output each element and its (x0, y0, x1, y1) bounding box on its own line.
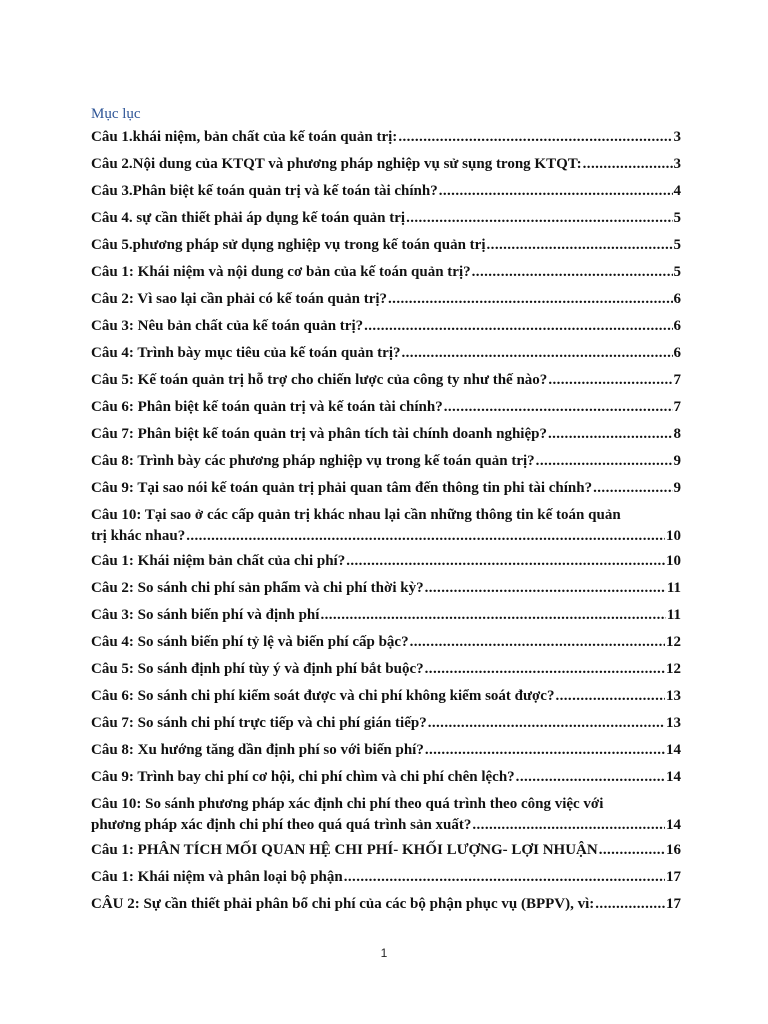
toc-entry[interactable] (91, 371, 681, 398)
toc-entry[interactable] (91, 895, 681, 922)
toc-leader-dots (428, 714, 665, 733)
toc-entry-page: 10 (666, 528, 681, 544)
toc-entry-label: Câu 4: Trình bày mục tiêu của kế toán quản trị? (91, 345, 401, 361)
toc-entry-page: 7 (673, 372, 681, 388)
toc-entry-label: CÂU 2: Sự cần thiết phải phân bổ chi phí của các bộ phận phục vụ (BPPV), vì: (91, 896, 595, 912)
toc-entry-label: Câu 2: Vì sao lại cần phải có kế toán quản trị? (91, 291, 388, 307)
toc-entry-page: 6 (673, 291, 681, 307)
toc-entry-page: 3 (673, 156, 681, 172)
toc-entry[interactable] (91, 660, 681, 687)
toc-entry-label-line1: Câu 10: Tại sao ở các cấp quản trị khác nhau lại cần những thông tin kế toán quản (91, 507, 621, 523)
toc-leader-dots (548, 425, 673, 444)
toc-entry-label: Câu 1: Khái niệm và nội dung cơ bản của kế toán quản trị? (91, 264, 471, 280)
toc-entry-page: 9 (673, 453, 681, 469)
toc-entry-label: Câu 8: Xu hướng tăng dần định phí so với biến phí? (91, 742, 424, 758)
toc-entry-page: 8 (673, 426, 681, 442)
toc-entry[interactable] (91, 425, 681, 452)
toc-entry-page: 5 (673, 264, 681, 280)
toc-heading: Mục lục (91, 106, 141, 122)
toc-leader-dots (346, 552, 665, 571)
toc-entry-label: Câu 3.Phân biệt kế toán quản trị và kế toán tài chính? (91, 183, 438, 199)
toc-entry-label: Câu 1: Khái niệm và phân loại bộ phận (91, 869, 343, 885)
toc-entry-label: Câu 1: Khái niệm bản chất của chi phí? (91, 553, 346, 569)
toc-entry-label: Câu 8: Trình bày các phương pháp nghiệp vụ trong kế toán quản trị? (91, 453, 535, 469)
toc-entry-page: 11 (666, 607, 681, 623)
toc-entry[interactable] (91, 209, 681, 236)
toc-leader-dots (425, 579, 666, 598)
toc-entry-label: Câu 1: PHÂN TÍCH MỐI QUAN HỆ CHI PHÍ- KHỐI LƯỢNG- LỢI NHUẬN (91, 842, 598, 858)
toc-entry-label: Câu 4: So sánh biến phí tỷ lệ và biến phí cấp bậc? (91, 634, 409, 650)
toc-leader-dots (186, 527, 665, 546)
toc-leader-dots (410, 633, 665, 652)
toc-entry[interactable] (91, 714, 681, 741)
toc-entry-page: 14 (666, 742, 681, 758)
toc-leader-dots (516, 768, 665, 787)
toc-leader-dots (388, 290, 672, 309)
toc-entry-label: Câu 1.khái niệm, bản chất của kế toán quản trị: (91, 129, 398, 145)
page-number: 1 (380, 946, 388, 960)
toc-entry-page: 17 (666, 869, 681, 885)
toc-entry[interactable] (91, 687, 681, 714)
toc-entry[interactable] (91, 868, 681, 895)
toc-leader-dots (439, 182, 673, 201)
toc-entry-page: 10 (666, 553, 681, 569)
toc-entry-page: 5 (673, 237, 681, 253)
toc-leader-dots (444, 398, 673, 417)
toc-leader-dots (583, 155, 673, 174)
toc-leader-dots (487, 236, 673, 255)
toc-entry-label: Câu 9: Tại sao nói kế toán quản trị phải quan tâm đến thông tin phi tài chính? (91, 480, 593, 496)
toc-entry-label: Câu 4. sự cần thiết phải áp dụng kế toán quản trị (91, 210, 406, 226)
toc-entry-label: Câu 3: Nêu bản chất của kế toán quản trị? (91, 318, 364, 334)
toc-leader-dots (425, 741, 665, 760)
toc-entry[interactable] (91, 506, 681, 552)
toc-leader-dots (472, 816, 665, 835)
toc-leader-dots (402, 344, 673, 363)
toc-entry-page: 13 (666, 715, 681, 731)
toc-entry-page: 9 (673, 480, 681, 496)
toc-entry-page: 13 (666, 688, 681, 704)
toc-entry-page: 3 (673, 129, 681, 145)
toc-leader-dots (536, 452, 673, 471)
toc-entry[interactable] (91, 633, 681, 660)
toc-entry-label: Câu 6: Phân biệt kế toán quản trị và kế toán tài chính? (91, 399, 443, 415)
toc-entry-page: 6 (673, 345, 681, 361)
toc-entry-label: Câu 7: So sánh chi phí trực tiếp và chi phí gián tiếp? (91, 715, 427, 731)
toc-leader-dots (344, 868, 665, 887)
toc-entry-label: Câu 5: Kế toán quản trị hỗ trợ cho chiến lược của công ty như thế nào? (91, 372, 548, 388)
toc-entry[interactable] (91, 741, 681, 768)
toc-entry[interactable] (91, 768, 681, 795)
toc-entry[interactable] (91, 795, 681, 841)
toc-entry-page: 14 (666, 769, 681, 785)
toc-entry[interactable] (91, 452, 681, 479)
toc-entry-label: Câu 6: So sánh chi phí kiểm soát được và chi phí không kiểm soát được? (91, 688, 555, 704)
toc-entry-label: Câu 3: So sánh biến phí và định phí (91, 607, 320, 623)
toc-entry[interactable] (91, 552, 681, 579)
toc-leader-dots (425, 660, 665, 679)
toc-entry-page: 12 (666, 661, 681, 677)
toc-entry-label: Câu 2.Nội dung của KTQT và phương pháp nghiệp vụ sử sụng trong KTQT: (91, 156, 582, 172)
toc-leader-dots (398, 128, 672, 147)
toc-entry[interactable] (91, 841, 681, 868)
toc-entry[interactable] (91, 128, 681, 155)
toc-leader-dots (595, 895, 665, 914)
toc-entry[interactable] (91, 579, 681, 606)
toc-entry[interactable] (91, 479, 681, 506)
toc-entry[interactable] (91, 236, 681, 263)
toc-entry[interactable] (91, 606, 681, 633)
toc-leader-dots (364, 317, 672, 336)
toc-leader-dots (555, 687, 665, 706)
toc-leader-dots (406, 209, 672, 228)
toc-entry-label: Câu 9: Trình bay chi phí cơ hội, chi phí chìm và chi phí chên lệch? (91, 769, 515, 785)
toc-entry-page: 4 (673, 183, 681, 199)
toc-leader-dots (472, 263, 673, 282)
toc-leader-dots (320, 606, 665, 625)
toc-entry-page: 16 (666, 842, 681, 858)
toc-entry-label: Câu 7: Phân biệt kế toán quản trị và phân tích tài chính doanh nghiệp? (91, 426, 547, 442)
toc-entry-label-line2: phương pháp xác định chi phí theo quá quá trình sản xuất? (91, 817, 472, 833)
toc-leader-dots (548, 371, 672, 390)
toc-leader-dots (599, 841, 665, 860)
toc-list (91, 128, 681, 922)
toc-leader-dots (593, 479, 672, 498)
toc-entry-label: Câu 5: So sánh định phí tùy ý và định phí bắt buộc? (91, 661, 424, 677)
toc-entry[interactable] (91, 263, 681, 290)
toc-entry-label-line2: trị khác nhau? (91, 528, 186, 544)
toc-entry-page: 11 (666, 580, 681, 596)
toc-entry-label: Câu 5.phương pháp sử dụng nghiệp vụ trong kế toán quản trị (91, 237, 486, 253)
toc-entry-label: Câu 2: So sánh chi phí sản phẩm và chi phí thời kỳ? (91, 580, 424, 596)
toc-entry[interactable] (91, 182, 681, 209)
toc-entry-page: 6 (673, 318, 681, 334)
toc-entry-page: 7 (673, 399, 681, 415)
toc-entry-page: 14 (666, 817, 681, 833)
toc-entry-page: 17 (666, 896, 681, 912)
toc-entry[interactable] (91, 344, 681, 371)
toc-entry[interactable] (91, 290, 681, 317)
toc-entry-page: 5 (673, 210, 681, 226)
toc-entry-label-line1: Câu 10: So sánh phương pháp xác định chi phí theo quá trình theo công việc với (91, 796, 604, 812)
toc-entry[interactable] (91, 155, 681, 182)
toc-entry-page: 12 (666, 634, 681, 650)
toc-entry[interactable] (91, 317, 681, 344)
toc-entry[interactable] (91, 398, 681, 425)
